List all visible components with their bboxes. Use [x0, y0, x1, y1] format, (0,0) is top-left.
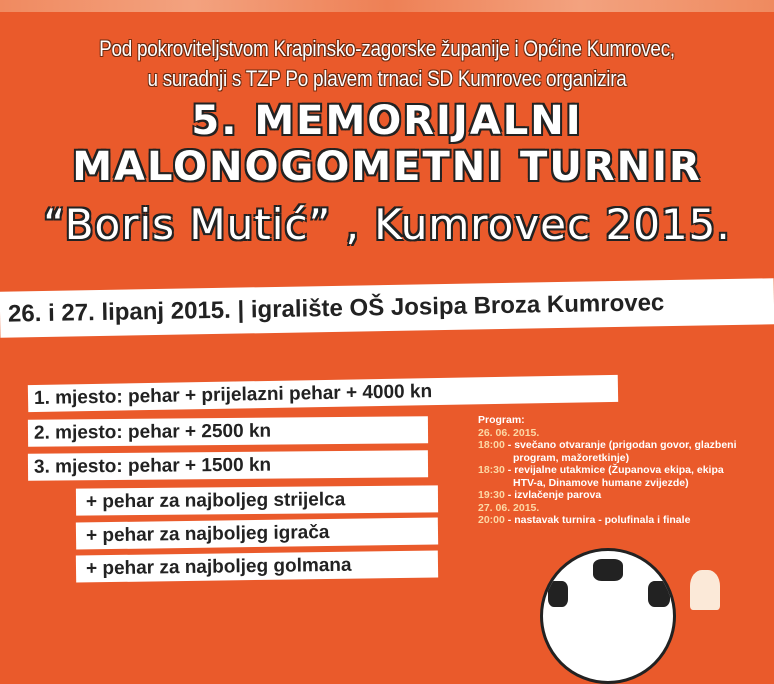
ball-patch [548, 581, 568, 607]
intro-line-2: u suradnji s TZP Po plavem trnaci SD Kumrovec organizira [147, 66, 627, 91]
ball-patch [593, 559, 623, 581]
cleat-icon [690, 570, 720, 610]
program-item [478, 514, 737, 527]
program-schedule [478, 414, 737, 527]
program-day-1: 26. 06. 2015. [478, 426, 540, 439]
program-heading: Program: [478, 414, 525, 426]
program-item [478, 439, 737, 452]
program-text: - nastavak turnira - polufinala i finale [507, 514, 691, 526]
program-time: 18:30 [478, 464, 505, 476]
program-item-cont: program, mažoretkinje) [513, 451, 630, 464]
title-line-3: “Boris Mutić” , Kumrovec 2015. [43, 200, 731, 249]
program-time: 19:30 [478, 489, 505, 501]
program-text: - izvlačenje parova [507, 489, 602, 501]
program-text: - revijalne utakmice (Županova ekipa, ekipa [507, 464, 724, 476]
title-line-2: MALONOGOMETNI TURNIR [72, 144, 702, 190]
title-line-1: 5. MEMORIJALNI [191, 98, 583, 144]
intro-line-1: Pod pokroviteljstvom Krapinsko-zagorske županije i Općine Kumrovec, [99, 36, 675, 61]
program-item-cont: HTV-a, Dinamove humane zvijezde) [513, 476, 689, 489]
prize-best-goalkeeper: + pehar za najboljeg golmana [76, 550, 438, 582]
program-day-2: 27. 06. 2015. [478, 501, 540, 514]
top-texture-strip [0, 0, 774, 12]
program-item [478, 464, 737, 477]
program-time: 18:00 [478, 439, 505, 451]
program-time: 20:00 [478, 514, 505, 526]
prize-3: 3. mjesto: pehar + 1500 kn [28, 450, 428, 480]
date-location-band: 26. i 27. lipanj 2015. | igralište OŠ Josipa Broza Kumrovec [0, 278, 774, 338]
prize-1: 1. mjesto: pehar + prijelazni pehar + 4000 kn [28, 375, 618, 412]
prize-2: 2. mjesto: pehar + 2500 kn [28, 416, 428, 446]
ball-patch [648, 581, 670, 607]
program-item [478, 489, 737, 502]
program-text: - svečano otvaranje (prigodan govor, glazbeni [507, 439, 737, 451]
prize-top-scorer: + pehar za najboljeg strijelca [76, 485, 438, 515]
prize-best-player: + pehar za najboljeg igrača [76, 517, 438, 549]
soccer-ball-icon [540, 548, 676, 684]
